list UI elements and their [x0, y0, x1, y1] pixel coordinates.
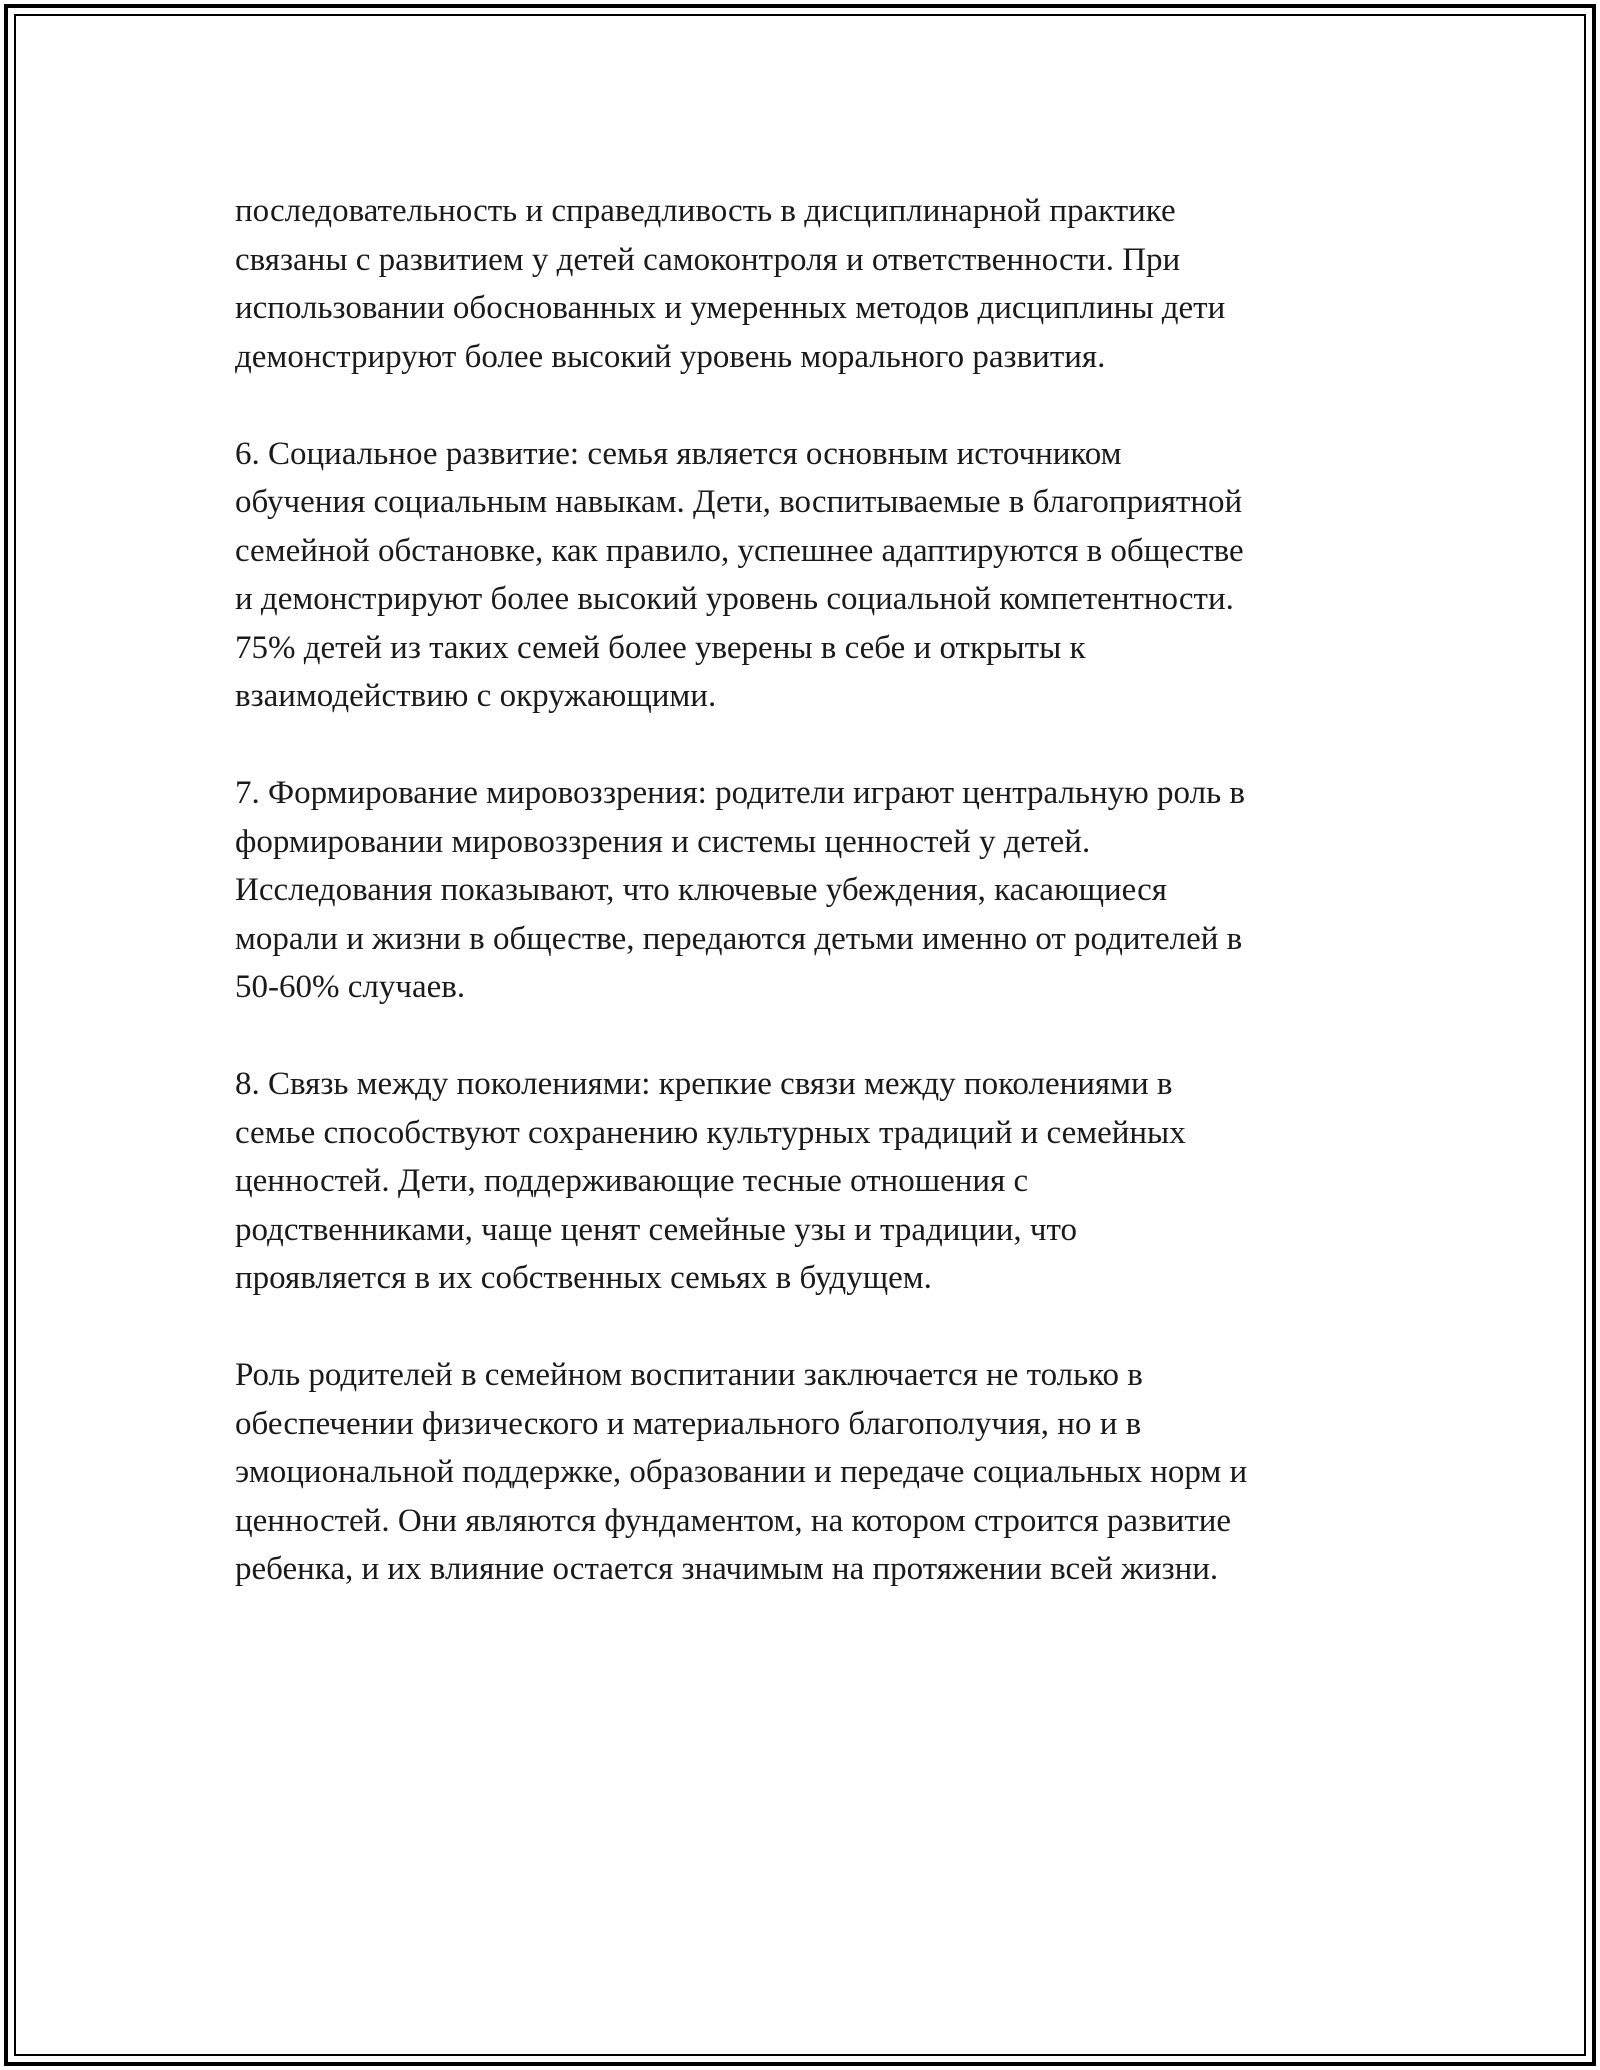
text-line: использовании обоснованных и умеренных методов дисциплины дети [235, 290, 1226, 326]
text-line: 50-60% случаев. [235, 969, 466, 1005]
text-line: обеспечении физического и материального благополучия, но и в [235, 1405, 1142, 1442]
text-line: связаны с развитием у детей самоконтроля и ответственности. При [235, 241, 1181, 278]
paragraph-social-development [235, 430, 1395, 721]
text-line: семье способствуют сохранению культурных традиций и семейных [235, 1114, 1186, 1151]
text-line: Исследования показывают, что ключевые убеждения, касающиеся [235, 872, 1167, 908]
text-line: 6. Социальное развитие: семья является основным источником [235, 435, 1122, 472]
text-line: обучения социальным навыкам. Дети, воспитываемые в благоприятной [235, 484, 1243, 520]
text-line: 75% детей из таких семей более уверены в себе и открыты к [235, 629, 1086, 666]
paragraph-generations-link [235, 1060, 1395, 1303]
text-line: Роль родителей в семейном воспитании заключается не только в [235, 1357, 1143, 1393]
text-line: и демонстрируют более высокий уровень социальной компетентности. [235, 581, 1234, 617]
text-line: последовательность и справедливость в дисциплинарной практике [235, 193, 1176, 229]
text-line: родственниками, чаще ценят семейные узы и традиции, что [235, 1211, 1077, 1248]
text-line: ценностей. Дети, поддерживающие тесные отношения с [235, 1163, 1029, 1199]
text-line: морали и жизни в обществе, передаются детьми именно от родителей в [235, 920, 1243, 957]
text-line: семейной обстановке, как правило, успешнее адаптируются в обществе [235, 532, 1244, 569]
text-line: 7. Формирование мировоззрения: родители играют центральную роль в [235, 775, 1245, 811]
text-line: демонстрируют более высокий уровень морального развития. [235, 338, 1106, 375]
text-line: ребенка, и их влияние остается значимым на протяжении всей жизни. [235, 1551, 1219, 1587]
text-line: эмоциональной поддержке, образовании и передаче социальных норм и [235, 1454, 1248, 1490]
text-line: формировании мировоззрения и системы ценностей у детей. [235, 823, 1091, 860]
text-line: 8. Связь между поколениями: крепкие связи между поколениями в [235, 1066, 1173, 1102]
text-line: проявляется в их собственных семьях в будущем. [235, 1260, 932, 1296]
text-line: ценностей. Они являются фундаментом, на котором строится развитие [235, 1502, 1232, 1539]
document-body [235, 187, 1395, 1594]
paragraph-worldview-formation [235, 769, 1395, 1012]
paragraph-conclusion [235, 1351, 1395, 1594]
paragraph-discipline-continuation [235, 187, 1395, 381]
text-line: взаимодействию с окружающими. [235, 678, 717, 714]
